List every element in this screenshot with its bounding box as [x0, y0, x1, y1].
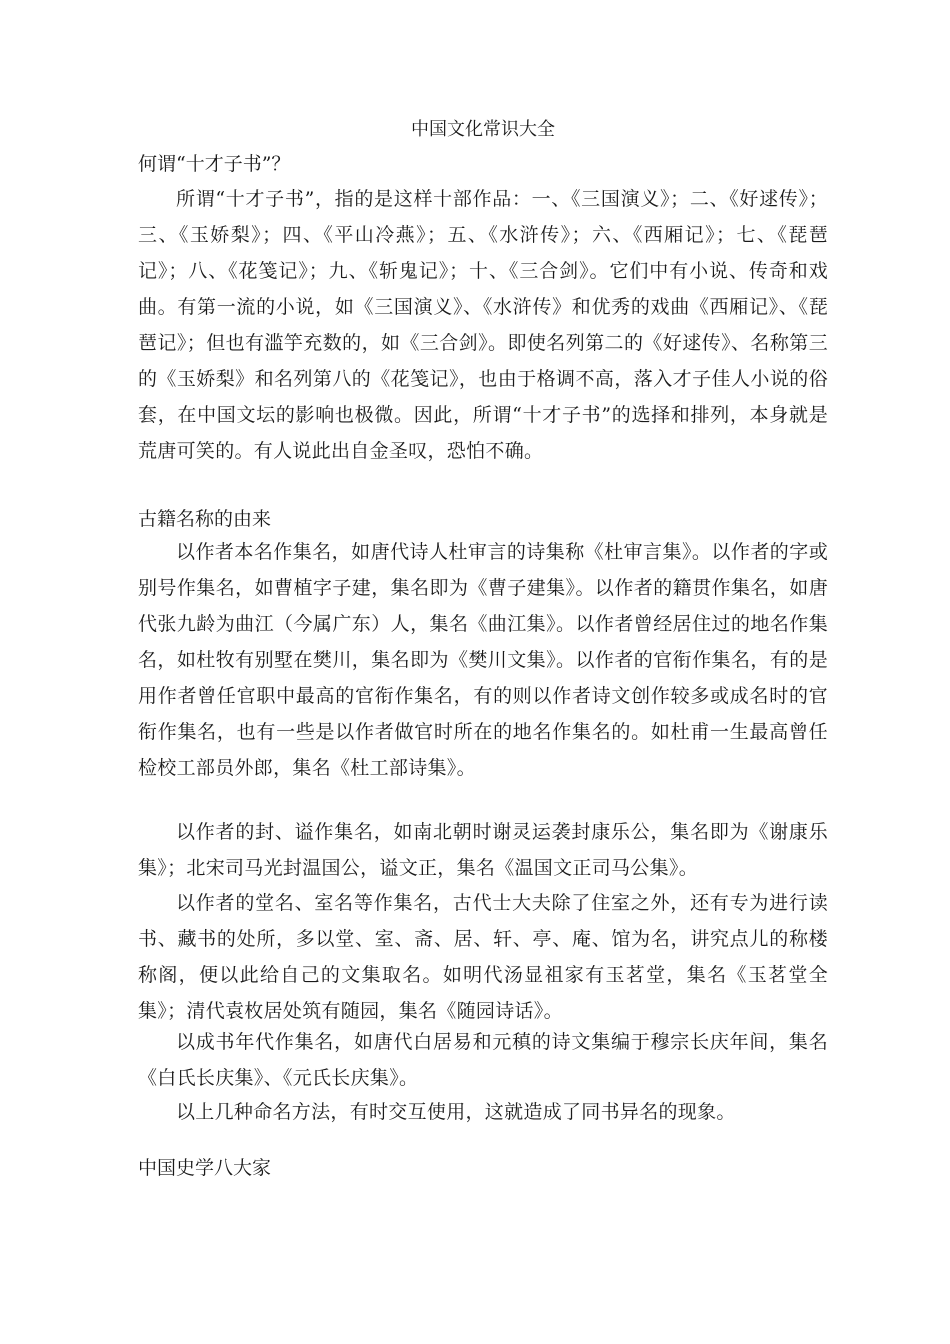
section-heading-ten-talent-books: 何谓“十才子书”？ — [138, 153, 291, 175]
section-heading-ancient-book-names: 古籍名称的由来 — [138, 508, 272, 530]
document-title: 中国文化常识大全 — [411, 119, 555, 140]
paragraph: 以作者的封、谥作集名，如南北朝时谢灵运袭封康乐公，集名即为《谢康乐集》；北宋司马光封温国公，谥文正，集名《温国文正司马公集》。 — [138, 821, 828, 879]
section-heading-historians: 中国史学八大家 — [138, 1157, 272, 1179]
paragraph: 以成书年代作集名，如唐代白居易和元稹的诗文集编于穆宗长庆年间，集名《白氏长庆集》、《元氏长庆集》。 — [138, 1031, 828, 1089]
paragraph: 以作者本名作集名，如唐代诗人杜审言的诗集称《杜审言集》。以作者的字或别号作集名，如曹植字子建，集名即为《曹子建集》。以作者的籍贯作集名，如唐代张九龄为曲江（今属广东）人，集名《曲江集》。以作者曾经居住过的地名作集名，如杜牧有别墅在樊川，集名即为《樊川文集》。以作者的官衔作集名，有的是用作者曾任官职中最高的官衔作集名，有的则以作者诗文创作较多或成名时的官衔作集名，也有一些是以作者做官时所在的地名作集名的。如杜甫一生最高曾任检校工部员外郎，集名《杜工部诗集》。 — [138, 541, 828, 779]
paragraph: 以作者的堂名、室名等作集名，古代士大夫除了住室之外，还有专为进行读书、藏书的处所，多以堂、室、斋、居、轩、亭、庵、馆为名，讲究点儿的称楼称阁，便以此给自己的文集取名。如明代汤显祖家有玉茗堂，集名《玉茗堂全集》；清代袁枚居处筑有随园，集名《随园诗话》。 — [138, 892, 828, 1022]
paragraph: 所谓“十才子书”，指的是这样十部作品：一、《三国演义》；二、《好逑传》；三、《玉娇梨》；四、《平山冷燕》；五、《水浒传》；六、《西厢记》；七、《琵琶记》；八、《花笺记》；九、《斩鬼记》；十、《三合剑》。它们中有小说、传奇和戏曲。有第一流的小说，如《三国演义》、《水浒传》和优秀的戏曲《西厢记》、《琵琶记》；但也有滥竽充数的，如《三合剑》。即使名列第二的《好逑传》、名称第三的《玉娇梨》和名列第八的《花笺记》，也由于格调不高，落入才子佳人小说的俗套，在中国文坛的影响也极微。因此，所谓“十才子书”的选择和排列，本身就是荒唐可笑的。有人说此出自金圣叹，恐怕不确。 — [138, 188, 828, 462]
paragraph: 以上几种命名方法，有时交互使用，这就造成了同书异名的现象。 — [176, 1101, 736, 1123]
